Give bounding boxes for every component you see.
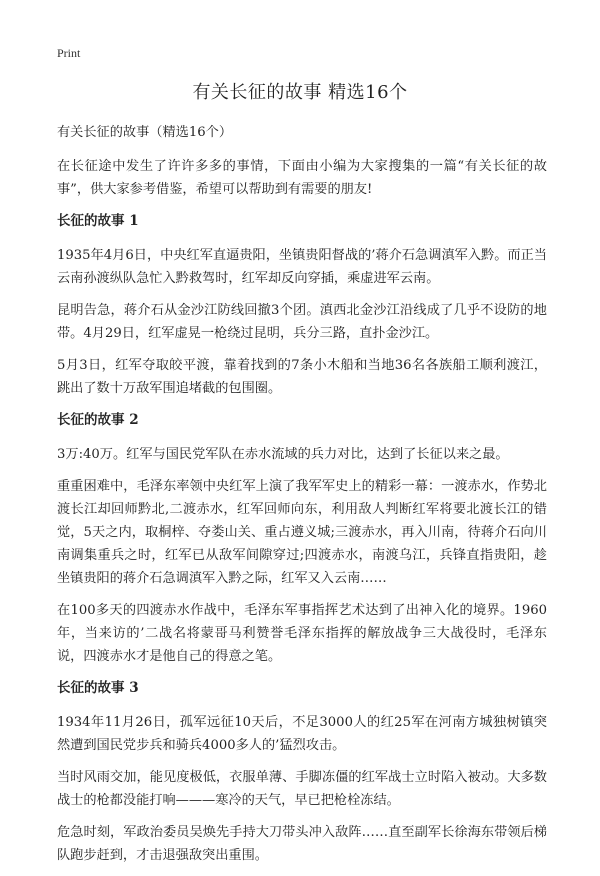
paragraph: 1934年11月26日，孤军远征10天后，不足3000人的红25军在河南方城独树镇突然遭到国民党步兵和骑兵4000多人的’猛烈攻击。 [57, 715, 547, 753]
section-heading-2: 长征的故事 2 [57, 412, 139, 428]
page-title: 有关长征的故事 精选16个 [192, 82, 408, 103]
paragraph: 当时风雨交加，能见度极低，衣服单薄、手脚冻僵的红军战士立时陷入被动。大多数战士的枪都没能打响———寒冷的天气，早已把枪栓冻结。 [57, 770, 547, 808]
paragraph: 危急时刻，军政治委员吴焕先手持大刀带头冲入敌阵……直至副军长徐海东带领后梯队跑步赶到，才击退强敌突出重围。 [57, 825, 547, 863]
print-link[interactable]: Print [57, 46, 81, 60]
paragraph: 在100多天的四渡赤水作战中，毛泽东军事指挥艺术达到了出神入化的境界。1960年，当来访的’二战名将蒙哥马利赞誉毛泽东指挥的解放战争三大战役时，毛泽东说，四渡赤水才是他自己的得意之笔。 [57, 603, 547, 664]
article-subtitle: 有关长征的故事（精选16个） [57, 125, 233, 140]
article-body [57, 121, 547, 876]
paragraph: 1935年4月6日，中央红军直逼贵阳，坐镇贵阳督战的’蒋介石急调滇军入黔。而正当云南孙渡纵队急忙入黔救驾时，红军却反向穿插，乘虚进军云南。 [57, 248, 547, 286]
paragraph: 3万:40万。红军与国民党军队在赤水流域的兵力对比，达到了长征以来之最。 [57, 447, 509, 462]
paragraph: 重重困难中，毛泽东率领中央红军上演了我军军史上的精彩一幕：一渡赤水，作势北渡长江却回师黔北,二渡赤水，红军回师向东，利用敌人判断红军将要北渡长江的错觉，5天之内，取桐梓、夺娄山关、重占遵义城;三渡赤水，再入川南，待蒋介石向川南调集重兵之时，红军已从敌军间隙穿过;四渡赤水，南渡乌江，兵锋直指贵阳，趁坐镇贵阳的蒋介石急调滇军入黔之际，红军又入云南…… [57, 479, 547, 586]
intro-paragraph: 在长征途中发生了许许多多的事情，下面由小编为大家搜集的一篇“有关长征的故事”，供大家参考借鉴，希望可以帮助到有需要的朋友! [57, 159, 547, 197]
paragraph: 5月3日，红军夺取皎平渡，靠着找到的7条小木船和当地36名各族船工顺利渡江，跳出了数十万敌军围追堵截的包围圈。 [57, 358, 547, 396]
section-heading-1: 长征的故事 1 [57, 213, 139, 229]
section-heading-3: 长征的故事 3 [57, 680, 139, 696]
paragraph: 昆明告急，蒋介石从金沙江防线回撤3个团。滇西北金沙江沿线成了几乎不设防的地带。4月29日，红军虚晃一枪绕过昆明，兵分三路，直扑金沙江。 [57, 303, 547, 341]
